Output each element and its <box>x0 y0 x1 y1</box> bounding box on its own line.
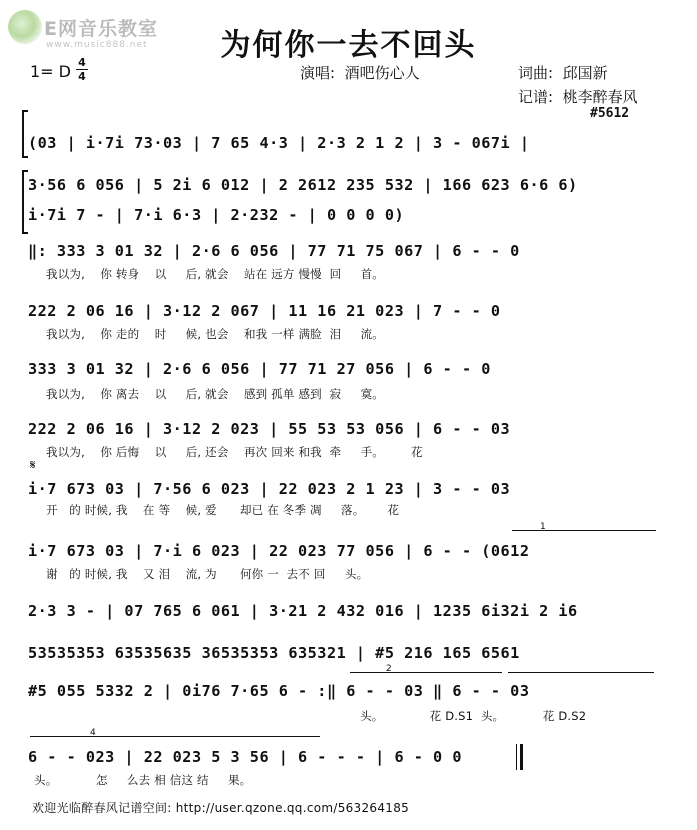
lyric-verse-2: 我以为, 你 走的 时 候, 也会 和我 一样 满脸 泪 流。 <box>46 327 384 341</box>
intro-marker: #5612 <box>590 106 630 121</box>
staff-dual-upper: 3·56 6 056 | 5 2i 6 012 | 2 2612 235 532 | 166 623 6·6 6) <box>28 176 578 194</box>
volta-number-1: 1 <box>540 522 546 532</box>
staff-intro: (03 | i·7i 73·03 | 7 65 4·3 | 2·3 2 1 2 | 3 - 067i | <box>28 134 530 152</box>
staff-dual-lower: i·7i 7 - | 7·i 6·3 | 2·232 - | 0 0 0 0) <box>28 206 405 224</box>
staff-interlude-1: 2·3 3 - | 07 765 6 061 | 3·21 2 432 016 | 1235 6i32i 2 i6 <box>28 602 578 620</box>
time-signature-bottom: 4 <box>78 70 86 83</box>
staff-verse-4: 222 2 06 16 | 3·12 2 023 | 55 53 53 056 | 6 - - 03 <box>28 420 511 438</box>
time-signature <box>76 57 88 82</box>
final-barline-thick <box>520 744 523 770</box>
staff-interlude-2: 53535353 63535635 36535353 635321 | #5 216 165 6561 <box>28 644 520 662</box>
segno-sign: 𝄋 <box>30 458 36 473</box>
transcriber-credit: 记谱: 桃李醉春风 <box>518 88 638 106</box>
watermark-brand: E网音乐教室 <box>44 18 158 40</box>
volta-number-2: 2 <box>386 664 392 674</box>
volta-line-4 <box>30 736 320 737</box>
footer-credit: 欢迎光临醉春风记谱空间: http://user.qzone.qq.com/563264185 <box>32 801 410 815</box>
staff-coda: 6 - - 023 | 22 023 5 3 56 | 6 - - - | 6 - 0 0 <box>28 748 462 766</box>
lyric-verse-1: 我以为, 你 转身 以 后, 就会 站在 远方 慢慢 回 首。 <box>46 267 384 281</box>
song-title: 为何你一去不回头 <box>220 28 477 63</box>
lyric-coda: 头。 怎 么去 相 信这 结 果。 <box>34 773 252 787</box>
lyric-verse-3: 我以为, 你 离去 以 后, 就会 感到 孤单 感到 寂 寞。 <box>46 387 384 401</box>
staff-verse-3: 333 3 01 32 | 2·6 6 056 | 77 71 27 056 | 6 - - 0 <box>28 360 491 378</box>
lyric-endings: 头。 花 D.S1 头。 花 D.S2 <box>360 709 587 723</box>
key-signature: 1= D <box>30 62 71 81</box>
lyric-chorus-2: 谢 的 时候, 我 又 泪 流, 为 何你 一 去不 回 头。 <box>46 567 369 581</box>
time-signature-top: 4 <box>78 56 86 69</box>
watermark-url: www.music888.net <box>46 40 148 50</box>
final-barline-thin <box>516 744 517 770</box>
staff-endings: #5 055 5332 2 | 0i76 7·65 6 - :‖ 6 - - 03 ‖ 6 - - 03 <box>28 682 530 700</box>
volta-number-4: 4 <box>90 728 96 738</box>
volta-line-1 <box>512 530 656 531</box>
staff-verse-1: ‖: 333 3 01 32 | 2·6 6 056 | 77 71 75 067 | 6 - - 0 <box>28 242 520 260</box>
lyric-chorus-1: 开 的 时候, 我 在 等 候, 爱 却已 在 冬季 凋 落。 花 <box>46 503 400 517</box>
lyric-verse-4: 我以为, 你 后悔 以 后, 还会 再次 回来 和我 牵 手。 花 <box>46 445 423 459</box>
staff-chorus-2: i·7 673 03 | 7·i 6 023 | 22 023 77 056 | 6 - - (0612 <box>28 542 530 560</box>
staff-chorus-1: i·7 673 03 | 7·56 6 023 | 22 023 2 1 23 | 3 - - 03 <box>28 480 511 498</box>
staff-verse-2: 222 2 06 16 | 3·12 2 067 | 11 16 21 023 | 7 - - 0 <box>28 302 501 320</box>
singer-credit: 演唱: 酒吧伤心人 <box>300 64 420 82</box>
volta-line-2 <box>350 672 502 673</box>
volta-line-3 <box>508 672 654 673</box>
composer-credit: 词曲: 邱国新 <box>518 64 608 82</box>
